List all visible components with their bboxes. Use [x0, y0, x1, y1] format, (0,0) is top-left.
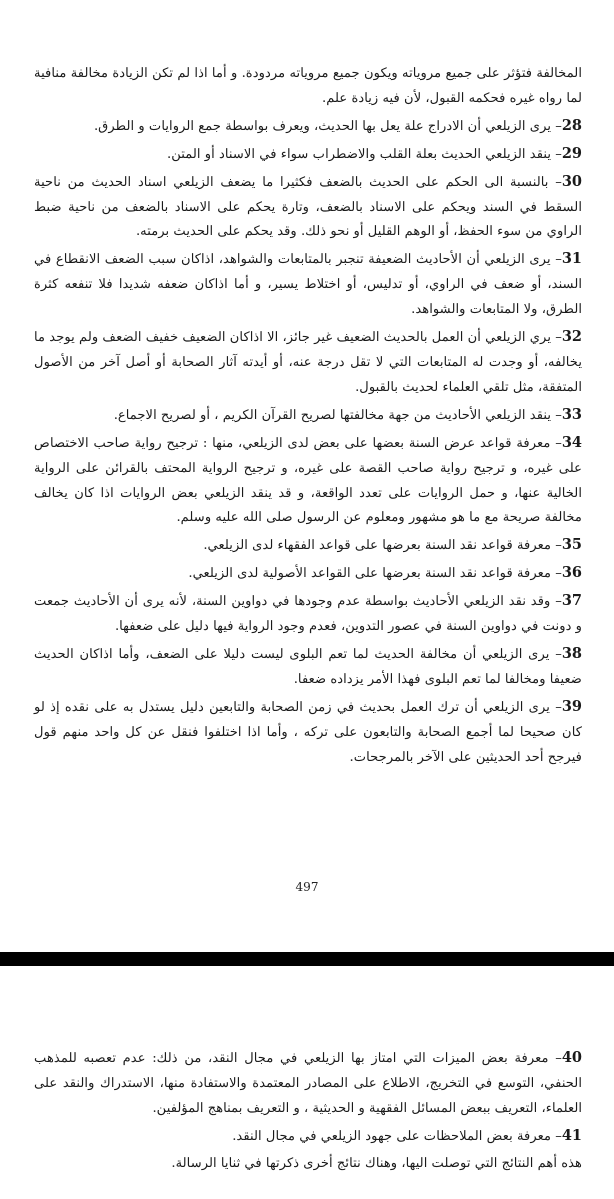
finding-item [34, 247, 582, 323]
top-text-block [34, 62, 582, 772]
finding-text: – معرفة بعض الميزات التي امتاز بها الزيلعي في مجال النقد، من ذلك: عدم تعصبه للمذهب الحنفي، التوسع في التخريج، الاطلاع على المصادر المعتمدة والاستفادة منها، الاستدراك والنقد على العلماء، التعريف ببعض المسائل الفقهية و الحديثية ، و التعريف بمناهج المؤلفين. [34, 1051, 582, 1116]
closing-paragraph: هذه أهم النتائج التي توصلت اليها، وهناك نتائج أخرى ذكرتها في ثنايا الرسالة. [171, 1155, 582, 1171]
finding-item [34, 642, 582, 693]
intro-paragraph: المخالفة فتؤثر على جميع مروياته ويكون جميع مروياته مردودة. و أما اذا لم تكن الزيادة مخالفة منافية لما رواه غيره فحكمه القبول، لأن فيه زيادة علم. [34, 66, 582, 106]
finding-text: – يرى الزيلعي أن الادراج علة يعل بها الحديث، ويعرف بواسطة جمع الروايات و الطرق. [93, 118, 562, 134]
finding-number: 28 [561, 116, 582, 134]
finding-number: 35 [561, 536, 582, 554]
finding-text: – معرفة قواعد نقد السنة بعرضها على القواعد الأصولية لدى الزيلعي. [188, 566, 562, 582]
finding-text: – معرفة بعض الملاحظات على جهود الزيلعي في مجال النقد. [232, 1128, 562, 1144]
finding-text: – معرفة قواعد نقد السنة بعرضها على قواعد الفقهاء لدى الزيلعي. [203, 538, 562, 554]
page-separator [0, 952, 614, 966]
finding-text: – يرى الزيلعي أن ترك العمل بحديث في زمن الصحابة والتابعين دليل يستدل به على نقده إذ لو كان صحيحا لما أجمع الصحابة والتابعون على تركه ، وأما اذا اختلفوا فنقل عن كل واحد منهم قول فيرجح أحد الحديثين على الآخر بالمرجحات. [34, 699, 582, 765]
finding-item [34, 561, 582, 587]
finding-text: – ينقد الزيلعي الحديث بعلة القلب والاضطراب سواء في الاسناد أو المتن. [167, 146, 562, 162]
finding-number: 34 [561, 433, 582, 451]
finding-item [34, 695, 582, 771]
findings-list-continued [34, 1046, 582, 1150]
finding-text: – ينقد الزيلعي الأحاديث من جهة مخالفتها لصريح القرآن الكريم ، أو لصريح الاجماع. [113, 407, 562, 423]
finding-text: – يرى الزيلعي أن مخالفة الحديث لما تعم البلوى ليست دليلا على الضعف، وأما اذاكان الحديث ضعيفا ومخالفا لما تعم البلوى فهذا الأمر يزداده ضعفا. [34, 646, 582, 687]
finding-number: 33 [561, 405, 582, 423]
finding-number: 39 [561, 697, 582, 715]
finding-number: 31 [561, 250, 582, 268]
finding-number: 32 [561, 328, 582, 346]
finding-text: – معرفة قواعد عرض السنة بعضها على بعض لدى الزيلعي، منها : ترجيح رواية صاحب الاختصاص على غيره، و ترجيح رواية صاحب القصة على غيره، و ترجيح الرواية المحتف بالقرائن على الرواية الخالية عنها، و حمل الروايات على تعدد الواقعة، و قد ينقد الزيلعي بعض الروايات اذا كان يخالف مخالفة صريحة مع ما هو مشهور ومعلوم عن الرسول صلى الله عليه وسلم. [34, 435, 582, 526]
page-number: 497 [295, 880, 319, 894]
finding-item [34, 170, 582, 246]
finding-text: – وقد نقد الزيلعي الأحاديث بواسطة عدم وجودها في دواوين السنة، لأنه يرى أن الأحاديث جمعت و دونت في دواوين السنة في عصور التدوين، فعدم وجود الرواية فيها دليل على ضعفها. [34, 594, 582, 635]
finding-item [34, 142, 582, 168]
bottom-text-block [34, 1046, 582, 1179]
finding-item [34, 403, 582, 429]
finding-number: 38 [561, 644, 582, 662]
finding-item [34, 325, 582, 401]
finding-item [34, 589, 582, 640]
findings-list [34, 114, 582, 771]
finding-item [34, 1124, 582, 1150]
finding-item [34, 1046, 582, 1122]
finding-text: – يرى الزيلعي أن الأحاديث الضعيفة تنجبر بالمتابعات والشواهد، اذاكان سبب الضعف الانقطاع في السند، أو ضعف في الراوي، أو تدليس، أو اختلاط يسير، و أما اذاكان ضعفه شديدا فلا تنفعه كثرة الطرق، ولا المتابعات والشواهد. [34, 252, 582, 318]
finding-item [34, 114, 582, 140]
finding-number: 40 [561, 1049, 582, 1066]
finding-item [34, 533, 582, 559]
finding-text: – بالنسبة الى الحكم على الحديث بالضعف فكثيرا ما يضعف الزيلعي اسناد الحديث من ناحية السقط في السند ويحكم على الاسناد بالضعف، وتارة يحكم على الاسناد بالضعف من ناحية ضبط الراوي من سوء الحفظ، أو الوهم القليل أو نحو ذلك. وقد يحكم على الحديث برمته. [34, 174, 582, 240]
finding-number: 37 [561, 592, 582, 610]
finding-number: 30 [561, 172, 582, 190]
finding-number: 41 [561, 1126, 582, 1144]
finding-number: 36 [561, 564, 582, 582]
finding-item [34, 431, 582, 532]
finding-number: 29 [561, 144, 582, 162]
finding-text: – يري الزيلعي أن العمل بالحديث الضعيف غير جائز، الا اذاكان الضعيف خفيف الضعف ولم يوجد ما يخالفه، أو وجدت له المتابعات التي لا تقل درجة عنه، أو أيدته آثار الصحابة أو أصل آخر من الأصول المتفقة، مثل تلقي العلماء لحديث بالقبول. [34, 330, 582, 395]
